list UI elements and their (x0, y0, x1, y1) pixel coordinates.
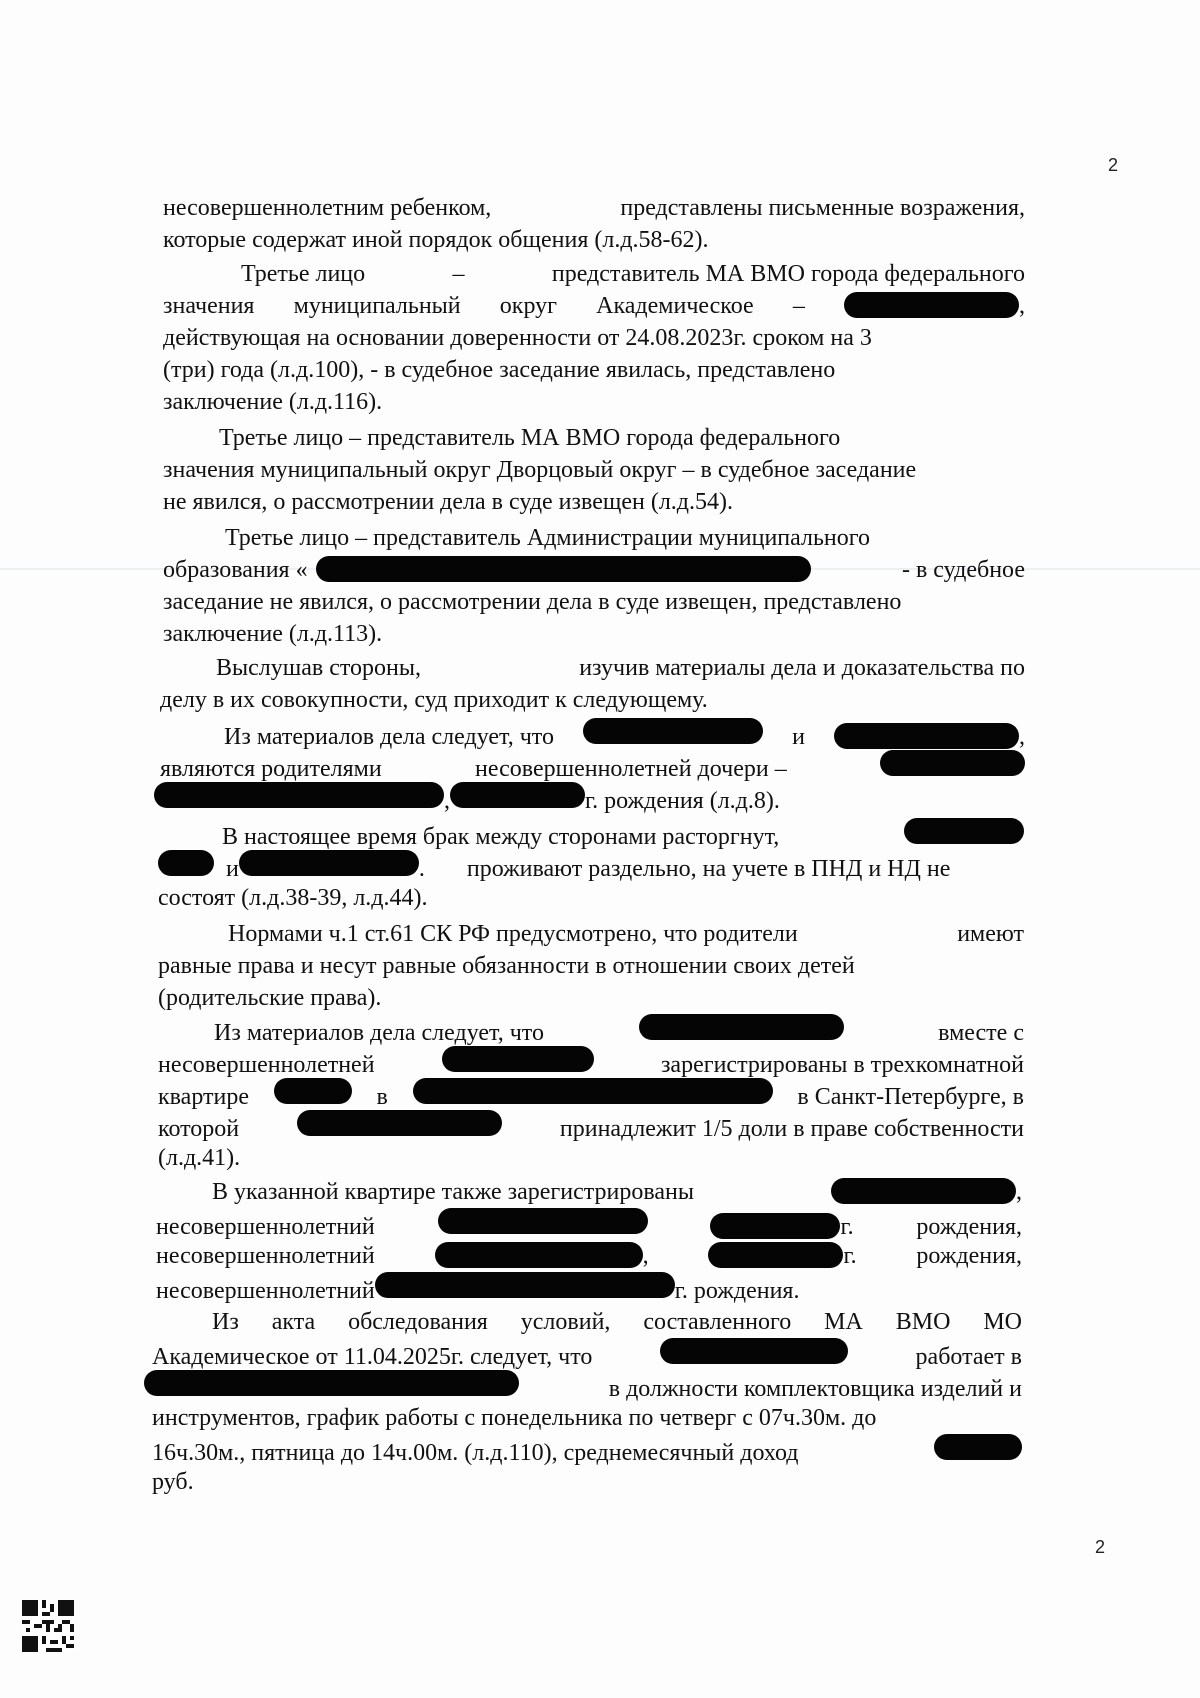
redaction-bar (710, 1213, 840, 1239)
text-segment: квартире (158, 1084, 249, 1110)
text-segment: зарегистрированы в трехкомнатной (660, 1052, 1024, 1078)
redaction-bar (154, 782, 444, 808)
redaction-bar (934, 1434, 1022, 1460)
text-line: инструментов, график работы с понедельника по четверг с 07ч.30м. до (152, 1405, 877, 1431)
paragraph-4 (163, 522, 1025, 650)
text-segment: г. (840, 1214, 854, 1240)
qr-code-icon (22, 1600, 74, 1652)
page-number-bottom: 2 (1095, 1537, 1106, 1557)
redaction-bar (316, 556, 811, 582)
text-segment: и (226, 856, 239, 882)
redaction-bar (413, 1078, 773, 1104)
redaction-bar (708, 1242, 843, 1268)
text-segment: принадлежит 1/5 доли в праве собственности (559, 1116, 1024, 1142)
text-segment: Третье лицо (241, 261, 366, 287)
text-segment: в Санкт-Петербурге, в (797, 1084, 1024, 1110)
redaction-bar (435, 1242, 643, 1268)
text-segment: рождения, (916, 1243, 1022, 1269)
text-segment: вместе с (938, 1020, 1024, 1046)
text-segment: г. рождения (л.д.8). (585, 788, 780, 814)
text-segment: и (792, 724, 805, 750)
text-line: заключение (л.д.116). (163, 389, 383, 415)
paragraph-1 (163, 192, 1025, 256)
paragraph-10 (156, 1176, 1022, 1304)
text-segment: являются родителями (160, 756, 382, 782)
redaction-bar (274, 1078, 352, 1104)
text-segment: несовершеннолетний (156, 1214, 375, 1240)
redaction-bar (442, 1046, 594, 1072)
text-line: заключение (л.д.113). (163, 621, 383, 647)
paragraph-2 (163, 258, 1025, 418)
text-line: Третье лицо – представитель Администрации муниципального (225, 525, 871, 551)
text-segment: г. (843, 1243, 857, 1269)
text-segment: Академическое (596, 293, 754, 319)
redaction-bar (583, 718, 763, 744)
redaction-bar (660, 1338, 848, 1364)
text-line: значения муниципальный округ Дворцовый округ – в судебное заседание (163, 457, 917, 483)
text-segment: проживают раздельно, на учете в ПНД и НД не (466, 856, 951, 882)
text-segment: , (444, 788, 450, 814)
text-line: состоят (л.д.38-39, л.д.44). (158, 885, 428, 911)
redaction-bar (239, 850, 419, 876)
text-segment: Академическое от 11.04.2025г. следует, что (152, 1344, 593, 1370)
redaction-bar (450, 782, 585, 808)
text-line: (л.д.41). (158, 1145, 241, 1171)
text-segment: в должности комплектовщика изделий и (608, 1376, 1022, 1402)
text-segment: . (418, 856, 425, 882)
text-line: (родительские права). (158, 985, 382, 1011)
text-segment: округ (499, 293, 557, 319)
text-line: действующая на основании доверенности от 24.08.2023г. сроком на 3 (163, 325, 872, 351)
text-segment: – (452, 261, 465, 287)
text-line: равные права и несут равные обязанности в отношении своих детей (158, 953, 855, 979)
text-segment: – (792, 293, 805, 319)
text-segment: Из материалов дела следует, что (214, 1020, 544, 1046)
text-segment: изучив материалы дела и доказательства по (579, 655, 1025, 681)
text-line: (три) года (л.д.100), - в судебное заседание явилась, представлено (163, 357, 836, 383)
text-segment: 16ч.30м., пятница до 14ч.00м. (л.д.110), среднемесячный доход (152, 1440, 799, 1466)
text-segment: образования « (163, 557, 308, 583)
text-line: которые содержат иной порядок общения (л.д.58-62). (163, 227, 709, 253)
redaction-bar (438, 1208, 648, 1234)
paragraph-6 (160, 718, 1025, 814)
paragraph-8 (158, 918, 1024, 1014)
text-segment: Из материалов дела следует, что (224, 724, 554, 750)
text-segment: , (1019, 293, 1025, 319)
redaction-bar (844, 292, 1019, 318)
text-segment: несовершеннолетней (158, 1052, 375, 1078)
paragraph-3 (163, 422, 1025, 518)
text-line: не явился, о рассмотрении дела в суде извещен (л.д.54). (163, 489, 733, 515)
page-number-top: 2 (1108, 155, 1119, 175)
text-segment: Выслушав стороны, (216, 655, 422, 681)
text-line: представлены письменные возражения, (620, 195, 1025, 221)
text-line: руб. (152, 1469, 194, 1495)
redaction-bar (639, 1014, 844, 1040)
redaction-bar (880, 750, 1025, 776)
text-segment: г. рождения. (674, 1278, 800, 1304)
redaction-bar (144, 1370, 519, 1396)
text-segment: в (376, 1084, 388, 1110)
text-line: заседание не явился, о рассмотрении дела в суде извещен, представлено (163, 589, 902, 615)
text-segment: несовершеннолетний (156, 1243, 375, 1269)
text-line: Из акта обследования условий, составленного МА ВМО МО (212, 1309, 1022, 1335)
text-segment: значения (163, 293, 255, 319)
text-segment: , (642, 1243, 649, 1269)
text-segment: Нормами ч.1 ст.61 СК РФ предусмотрено, что родители (228, 921, 798, 947)
text-segment: муниципальный (293, 293, 461, 319)
text-segment: несовершеннолетней дочери – (475, 756, 787, 782)
paragraph-5 (160, 652, 1025, 716)
redaction-bar (158, 850, 214, 876)
paragraph-11 (152, 1306, 1022, 1498)
redaction-bar (297, 1110, 502, 1136)
text-segment: В указанной квартире также зарегистрированы (212, 1179, 695, 1205)
redaction-bar (904, 818, 1024, 844)
text-segment: работает в (915, 1344, 1022, 1370)
text-segment: - в судебное (901, 557, 1025, 583)
text-segment: имеют (957, 921, 1024, 947)
redaction-bar (375, 1272, 675, 1298)
text-line: делу в их совокупности, суд приходит к следующему. (160, 687, 708, 713)
text-segment: представитель МА ВМО города федерального (551, 261, 1025, 287)
text-segment: несовершеннолетний (156, 1278, 375, 1304)
text-segment: , (1016, 1179, 1022, 1205)
redaction-bar (831, 1178, 1016, 1204)
text-segment: которой (158, 1116, 240, 1142)
paragraph-7 (158, 818, 1024, 914)
text-segment: , (1018, 724, 1025, 750)
text-line: несовершеннолетним ребенком, (163, 195, 492, 221)
text-segment: В настоящее время брак между сторонами расторгнут, (222, 824, 780, 850)
text-segment: рождения, (916, 1214, 1022, 1240)
text-line: Третье лицо – представитель МА ВМО города федерального (219, 425, 841, 451)
redaction-bar (834, 723, 1019, 749)
paragraph-9 (158, 1014, 1024, 1174)
